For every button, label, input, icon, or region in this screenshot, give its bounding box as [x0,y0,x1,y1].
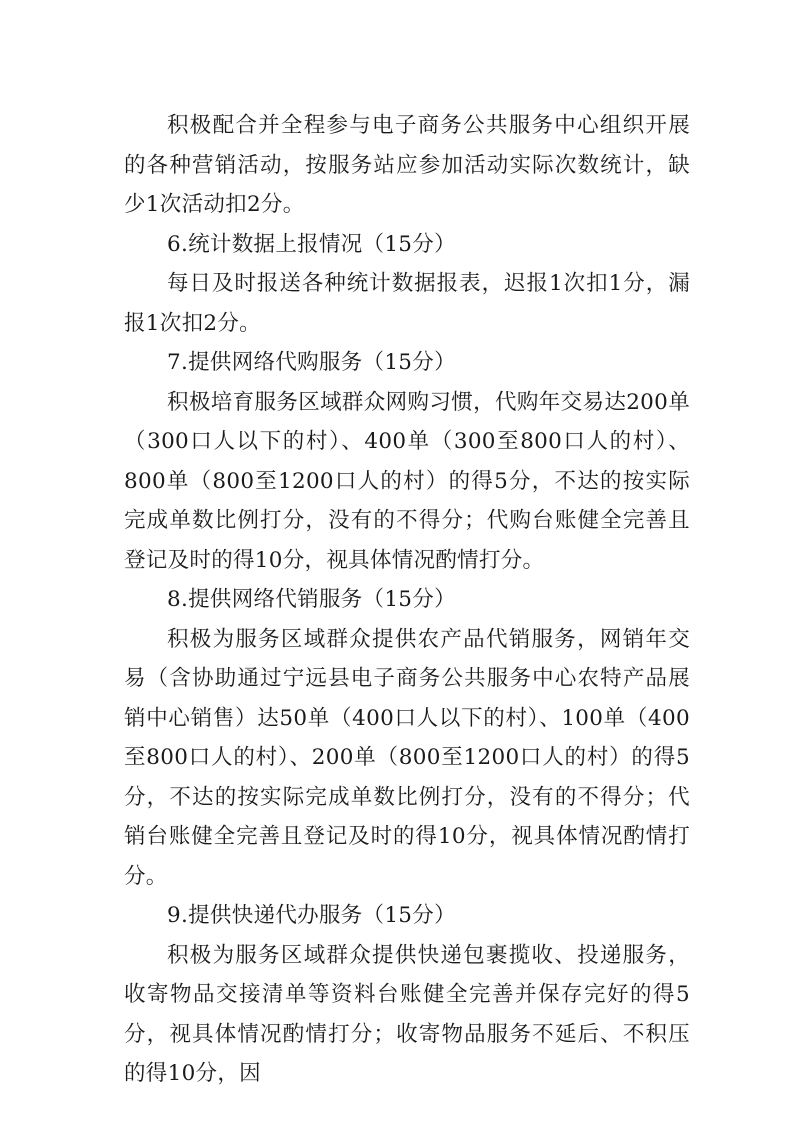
section-heading-6: 6.统计数据上报情况（15分） [167,231,456,257]
section-heading-8: 8.提供网络代销服务（15分） [167,587,456,612]
paragraph-statistics-reporting: 每日及时报送各种统计数据报表，迟报1次扣1分，漏报1次扣2分。 [124,271,690,336]
section-heading-9: 9.提供快递代办服务（15分） [167,903,456,928]
paragraph-online-sales: 积极为服务区域群众提供农产品代销服务，网销年交易（含协助通过宁远县电子商务公共服务中心农特产品展销中心销售）达50单（400口人以下的村）、100单（400至800口人的村）、200单（800至1200口人的村）的得5分，不达的按实际完成单数比例打分，没有的不得分；代销台账健全完善且登记及时的得10分，视具体情况酌情打分。 [124,626,690,889]
document-body [124,106,690,1094]
paragraph-express-delivery: 积极为服务区域群众提供快递包裹揽收、投递服务，收寄物品交接清单等资料台账健全完善并保存完好的得5分，视具体情况酌情打分；收寄物品服务不延后、不积压的得10分，因 [124,942,690,1086]
paragraph-marketing-activities: 积极配合并全程参与电子商务公共服务中心组织开展的各种营销活动，按服务站应参加活动实际次数统计，缺少1次活动扣2分。 [124,113,690,217]
section-heading-7: 7.提供网络代购服务（15分） [167,350,456,375]
paragraph-online-purchasing: 积极培育服务区域群众网购习惯，代购年交易达200单（300口人以下的村）、400单（300至800口人的村）、800单（800至1200口人的村）的得5分，不达的按实际完成单数比例打分，没有的不得分；代购台账健全完善且登记及时的得10分，视具体情况酌情打分。 [124,389,690,573]
